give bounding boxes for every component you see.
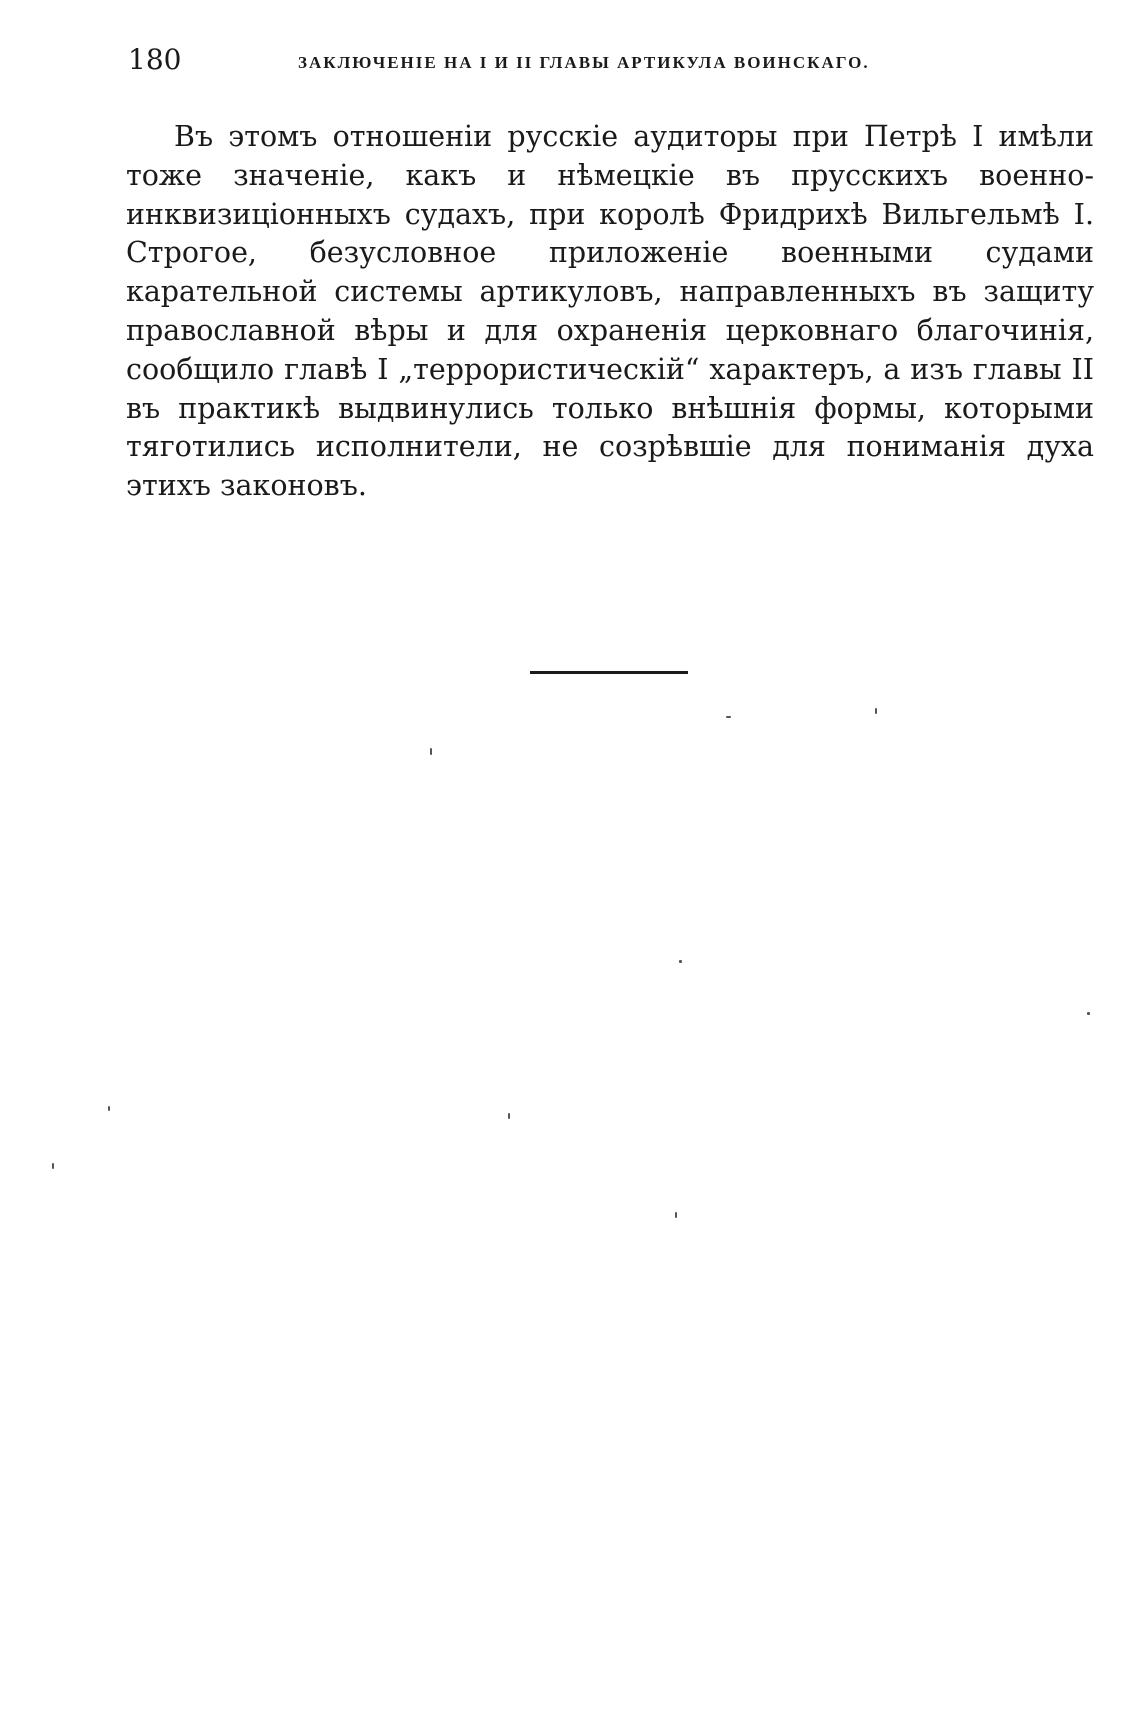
scan-speck xyxy=(679,960,682,963)
scan-speck xyxy=(508,1113,510,1119)
scan-speck xyxy=(430,748,432,755)
section-end-rule xyxy=(530,671,688,674)
scan-speck xyxy=(675,1212,677,1218)
scan-speck xyxy=(1087,1012,1090,1015)
running-head: ЗАКЛЮЧЕНІЕ НА I И II ГЛАВЫ АРТИКУЛА ВОИНСКАГО. xyxy=(298,53,870,72)
body-paragraph: Въ этомъ отношеніи русскіе аудиторы при Петрѣ I имѣли тоже значеніе, какъ и нѣмецкіе въ прусскихъ военно-инквизиціонныхъ судахъ, при королѣ Фридрихѣ Вильгельмѣ I. Строгое, безусловное приложеніе военными судами карательной системы артикуловъ, направленныхъ въ защиту православной вѣры и для охраненія церковнаго благочинія, сообщило главѣ I „террористическій“ характеръ, а изъ главы II въ практикѣ выдвинулись только внѣшнія формы, которыми тяготились исполнители, не созрѣвшіе для пониманія духа этихъ законовъ. xyxy=(126,120,1094,503)
scan-speck xyxy=(52,1163,54,1169)
page-number: 180 xyxy=(128,43,182,76)
scan-speck xyxy=(875,708,877,714)
scan-speck xyxy=(726,716,731,718)
scan-speck xyxy=(108,1106,110,1111)
page-header xyxy=(128,40,1008,80)
